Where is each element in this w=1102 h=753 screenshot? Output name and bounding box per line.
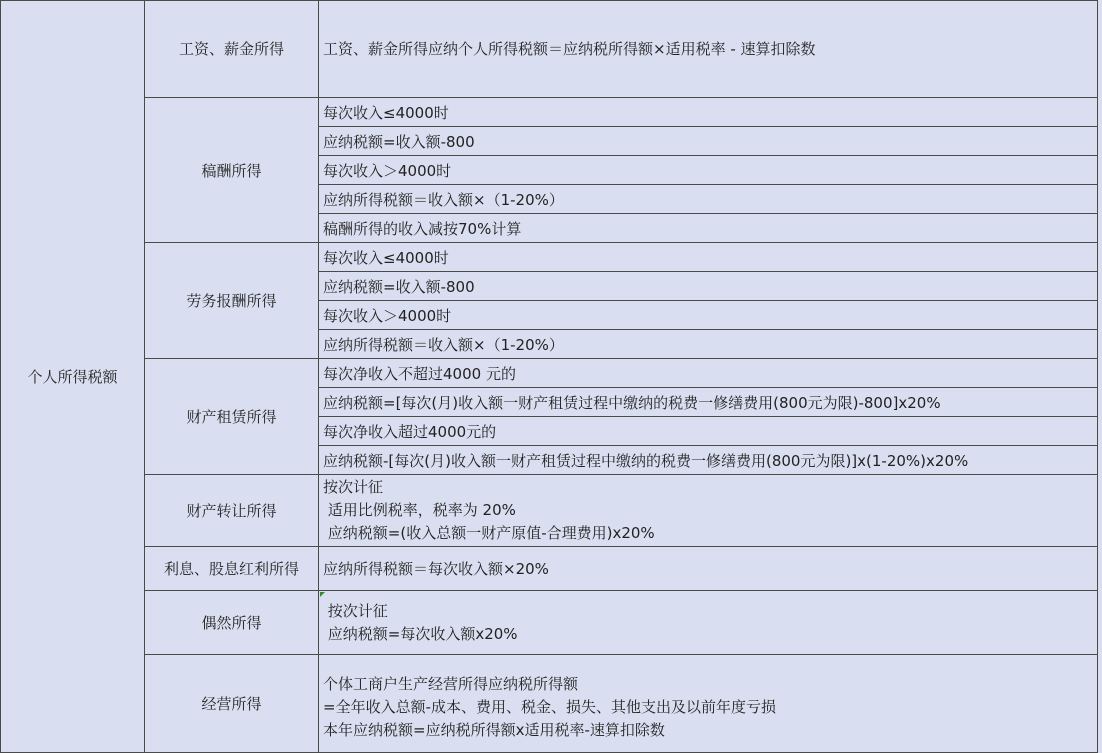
section-name-cell[interactable] bbox=[145, 475, 319, 547]
cell-text: 稿酬所得的收入减按70%计算 bbox=[323, 219, 522, 238]
cell-text: 应纳税额=每次收入额x20% bbox=[323, 624, 518, 643]
cell-text: 每次收入＞4000时 bbox=[323, 306, 452, 325]
cell-text: 应纳税额-[每次(月)收入额一财产租赁过程中缴纳的税费一修缮费用(800元为限)]x(1-20%)x20% bbox=[323, 451, 969, 470]
cell-text: 应纳税额=收入额-800 bbox=[323, 132, 475, 151]
section-name: 财产租赁所得 bbox=[186, 408, 277, 426]
section-name: 财产转让所得 bbox=[186, 502, 277, 520]
section-name: 劳务报酬所得 bbox=[186, 292, 277, 310]
cell-text: 应纳税额=收入额-800 bbox=[323, 277, 475, 296]
content-cell[interactable] bbox=[319, 127, 1098, 156]
category-label: 个人所得税额 bbox=[27, 367, 118, 386]
cell-text: 个体工商户生产经营所得应纳税所得额 bbox=[323, 675, 579, 693]
content-cell[interactable] bbox=[319, 359, 1098, 388]
cell-text: 每次收入≤4000时 bbox=[323, 103, 449, 122]
section-name: 工资、薪金所得 bbox=[178, 40, 284, 58]
content-cell[interactable] bbox=[319, 0, 1098, 98]
content-cell[interactable] bbox=[319, 243, 1098, 272]
cell-text: 每次收入≤4000时 bbox=[323, 248, 449, 267]
content-cell[interactable] bbox=[319, 214, 1098, 243]
section-name-cell[interactable] bbox=[145, 98, 319, 243]
content-cell[interactable] bbox=[319, 547, 1098, 591]
cell-text: 应纳税额=[每次(月)收入额一财产租赁过程中缴纳的税费一修缮费用(800元为限)-800]x20% bbox=[323, 393, 941, 412]
section-name: 稿酬所得 bbox=[201, 161, 262, 180]
section-name: 偶然所得 bbox=[201, 614, 262, 632]
content-cell[interactable] bbox=[319, 272, 1098, 301]
content-cell[interactable] bbox=[319, 156, 1098, 185]
content-cell[interactable] bbox=[319, 98, 1098, 127]
section-name-cell[interactable] bbox=[145, 359, 319, 475]
cell-text: 应纳所得税额＝收入额×（1-20%） bbox=[323, 335, 564, 354]
cell-text: 每次净收入超过4000元的 bbox=[323, 422, 497, 441]
cell-text: 工资、薪金所得应纳个人所得税额＝应纳税所得额×适用税率 - 速算扣除数 bbox=[323, 40, 816, 58]
content-cell[interactable] bbox=[319, 475, 1098, 547]
content-cell[interactable] bbox=[319, 446, 1098, 475]
cell-text: 每次净收入不超过4000 元的 bbox=[323, 364, 516, 383]
content-cell[interactable] bbox=[319, 417, 1098, 446]
cell-text: 按次计征 bbox=[323, 478, 384, 496]
section-name-cell[interactable] bbox=[145, 243, 319, 359]
section-name-cell[interactable] bbox=[145, 0, 319, 98]
category-cell[interactable] bbox=[0, 0, 145, 753]
cell-text: 每次收入＞4000时 bbox=[323, 161, 452, 180]
cell-text: 应纳所得税额＝每次收入额×20% bbox=[323, 560, 549, 578]
content-cell[interactable] bbox=[319, 185, 1098, 214]
section-name: 经营所得 bbox=[201, 695, 262, 713]
cell-text: =全年收入总额-成本、费用、税金、损失、其他支出及以前年度亏损 bbox=[323, 698, 776, 716]
content-cell[interactable] bbox=[319, 388, 1098, 417]
cell-text: 应纳税额=(收入总额一财产原值-合理费用)x20% bbox=[323, 524, 655, 542]
section-name-cell[interactable] bbox=[145, 547, 319, 591]
cell-text: 适用比例税率，税率为 20% bbox=[323, 501, 516, 519]
section-name-cell[interactable] bbox=[145, 591, 319, 655]
content-cell[interactable] bbox=[319, 301, 1098, 330]
cell-text: 本年应纳税额=应纳税所得额x适用税率-速算扣除数 bbox=[323, 721, 665, 739]
grid-line bbox=[0, 0, 1098, 1]
content-cell[interactable] bbox=[319, 655, 1098, 753]
content-cell[interactable] bbox=[319, 330, 1098, 359]
section-name-cell[interactable] bbox=[145, 655, 319, 753]
cell-comment-marker bbox=[320, 592, 325, 597]
cell-text: 按次计征 bbox=[323, 601, 388, 620]
section-name: 利息、股息红利所得 bbox=[163, 560, 299, 578]
cell-text: 应纳所得税额＝收入额×（1-20%） bbox=[323, 190, 564, 209]
content-cell[interactable] bbox=[319, 591, 1098, 655]
